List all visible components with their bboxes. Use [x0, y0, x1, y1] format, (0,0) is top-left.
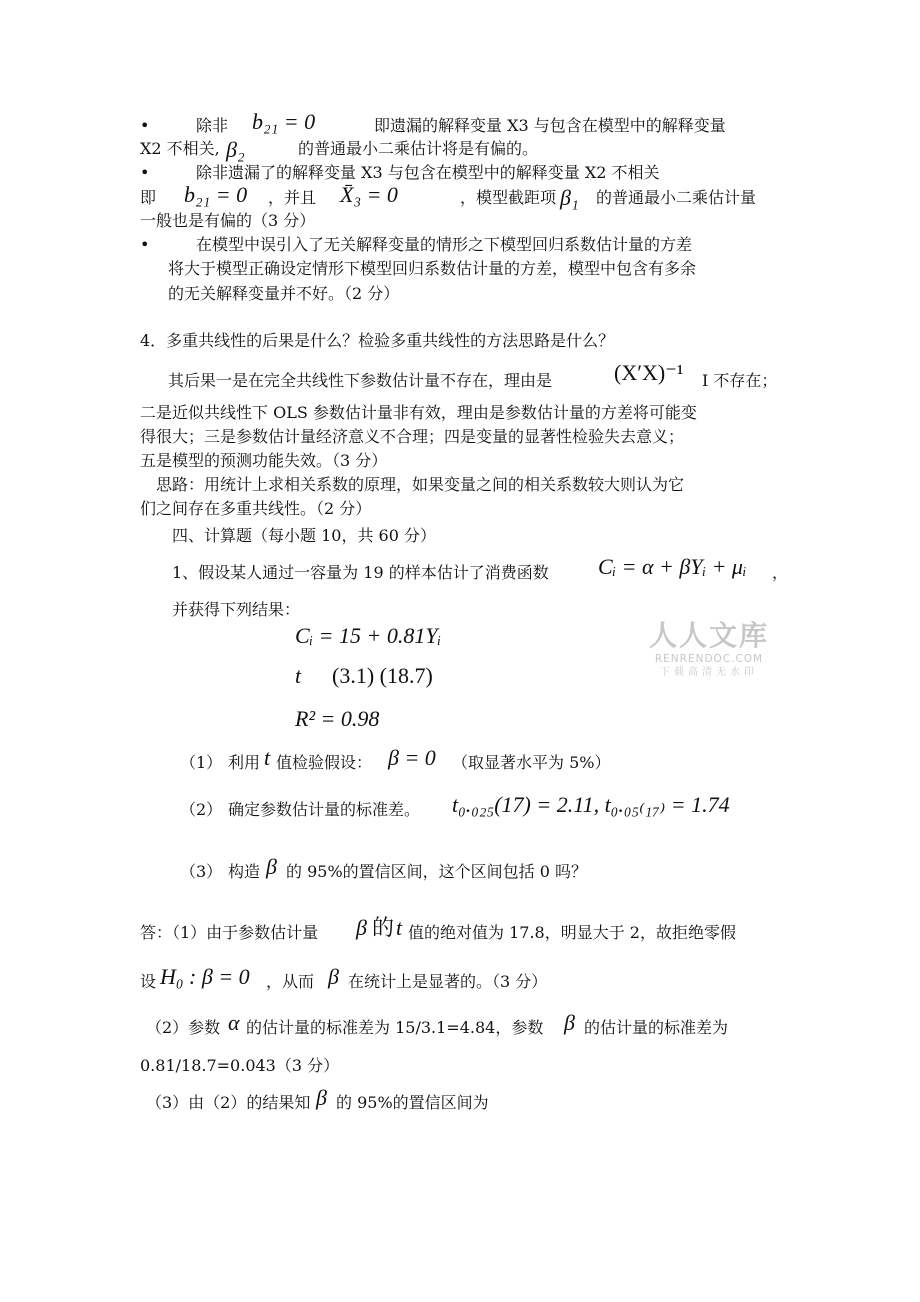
bullet-2-text: ，模型截距项	[460, 188, 557, 207]
q4-paragraph: 得很大；三是参数估计量经济意义不合理；四是变量的显著性检验失去意义；	[140, 427, 685, 446]
q4-paragraph: 二是近似共线性下 OLS 参数估计量非有效，理由是参数估计量的方差将可能变	[140, 403, 697, 422]
bullet-3-text: 的无关解释变量并不好。（2 分）	[168, 284, 400, 303]
subquestion-2-text: 确定参数估计量的标准差。	[228, 800, 421, 819]
problem-1-text: 并获得下列结果：	[172, 600, 301, 619]
formula-beta-zero: β = 0	[388, 745, 436, 770]
answer-text: （3）由（2）的结果知	[146, 1093, 311, 1112]
formula-beta: β	[356, 915, 367, 940]
formula-b21: b₂₁ = 0	[184, 182, 248, 207]
q4-paragraph: 们之间存在多重共线性。（2 分）	[140, 499, 372, 518]
answer-text: ，从而	[266, 972, 315, 991]
formula-xx-inverse: (X′X)⁻¹	[614, 360, 684, 385]
answer-text: 的 95%的置信区间为	[336, 1093, 489, 1112]
subquestion-1-number: （1）	[180, 753, 223, 772]
formula-beta: β	[316, 1085, 327, 1110]
result-r-squared: R² = 0.98	[295, 706, 380, 731]
result-t-values: (3.1) (18.7)	[332, 663, 433, 688]
formula-t: t	[264, 745, 271, 770]
bullet-3-text: 将大于模型正确设定情形下模型回归系数估计量的方差，模型中包含有多余	[168, 259, 697, 278]
subquestion-1-text: （取显著水平为 5%）	[452, 753, 611, 772]
subquestion-1-text: 利用	[228, 753, 261, 772]
answer-text: 答：（1）由于参数估计量	[140, 923, 319, 942]
subquestion-3-text: 构造	[228, 862, 261, 881]
bullet-3-marker: •	[140, 235, 150, 254]
watermark-logo	[648, 620, 770, 680]
bullet-2-text: 除非遗漏了的解释变量 X3 与包含在模型中的解释变量 X2 不相关	[196, 163, 660, 182]
subquestion-2-number: （2）	[180, 800, 223, 819]
answer-text: 的	[372, 916, 395, 941]
bullet-2-text: 的普通最小二乘估计量	[596, 188, 757, 207]
formula-beta1: β₁	[560, 185, 579, 210]
formula-t-critical: t₀.₀₂₅(17) = 2.11, t₀.₀₅₍₁₇₎ = 1.74	[452, 792, 730, 817]
subquestion-3-text: 的 95%的置信区间，这个区间包括 0 吗？	[286, 862, 588, 881]
subquestion-3-number: （3）	[180, 862, 223, 881]
bullet-2-text: ，并且	[268, 188, 317, 207]
answer-text: 值的绝对值为 17.8，明显大于 2，故拒绝零假	[408, 923, 736, 942]
watermark-title: 人人文库	[648, 619, 769, 652]
bullet-2-text: 一般也是有偏的（3 分）	[140, 211, 316, 230]
subquestion-1-text: 值检验假设：	[276, 753, 373, 772]
bullet-1-text: 的普通最小二乘估计将是有偏的。	[298, 139, 539, 158]
formula-consumption-function: Cᵢ = α + βYᵢ + μᵢ	[598, 554, 747, 579]
result-equation: Cᵢ = 15 + 0.81Yᵢ	[295, 623, 442, 648]
answer-text: 的估计量的标准差为	[584, 1018, 729, 1037]
answer-text: 在统计上是显著的。（3 分）	[348, 972, 548, 991]
problem-1-text: ，	[772, 563, 789, 582]
problem-1-text: 1、假设某人通过一容量为 19 的样本估计了消费函数	[172, 563, 549, 582]
bullet-3-text: 在模型中误引入了无关解释变量的情形之下模型回归系数估计量的方差	[196, 235, 693, 254]
bullet-1-text: 即遗漏的解释变量 X3 与包含在模型中的解释变量	[374, 116, 726, 135]
question-4-title: 4．多重共线性的后果是什么？检验多重共线性的方法思路是什么？	[140, 331, 615, 350]
answer-text: 的估计量的标准差为 15/3.1=4.84，参数	[246, 1018, 544, 1037]
q4-paragraph: 五是模型的预测功能失效。（3 分）	[140, 451, 388, 470]
bullet-1-text: X2 不相关,	[140, 139, 220, 158]
bullet-2-marker: •	[140, 163, 150, 182]
result-t-label: t	[295, 663, 302, 688]
formula-x3-bar: X̄₃ = 0	[340, 182, 398, 207]
formula-beta: β	[266, 854, 277, 879]
formula-null-hypothesis: H₀ : β = 0	[160, 964, 250, 989]
formula-beta: β	[564, 1010, 575, 1035]
bullet-2-text: 即	[140, 188, 157, 207]
section-heading: 四、计算题（每小题 10，共 60 分）	[172, 526, 436, 545]
bullet-1-text: 除非	[196, 116, 229, 135]
watermark-domain: RENRENDOC.COM	[654, 653, 764, 665]
q4-paragraph: 其后果一是在完全共线性下参数估计量不存在，理由是	[168, 371, 553, 390]
formula-t: t	[396, 915, 403, 940]
watermark-tagline: 下载高清无水印	[660, 667, 758, 678]
formula-beta2: β₂	[226, 137, 245, 162]
formula-beta: β	[328, 964, 339, 989]
answer-text: 设	[140, 972, 157, 991]
answer-text: （2）参数	[146, 1018, 221, 1037]
formula-b21: b₂₁ = 0	[252, 109, 316, 134]
answer-text: 0.81/18.7=0.043（3 分）	[140, 1056, 340, 1075]
formula-alpha: α	[228, 1010, 240, 1035]
bullet-1-marker: •	[140, 116, 150, 135]
q4-paragraph: I 不存在；	[702, 371, 778, 390]
q4-paragraph: 思路：用统计上求相关系数的原理，如果变量之间的相关系数较大则认为它	[156, 475, 685, 494]
